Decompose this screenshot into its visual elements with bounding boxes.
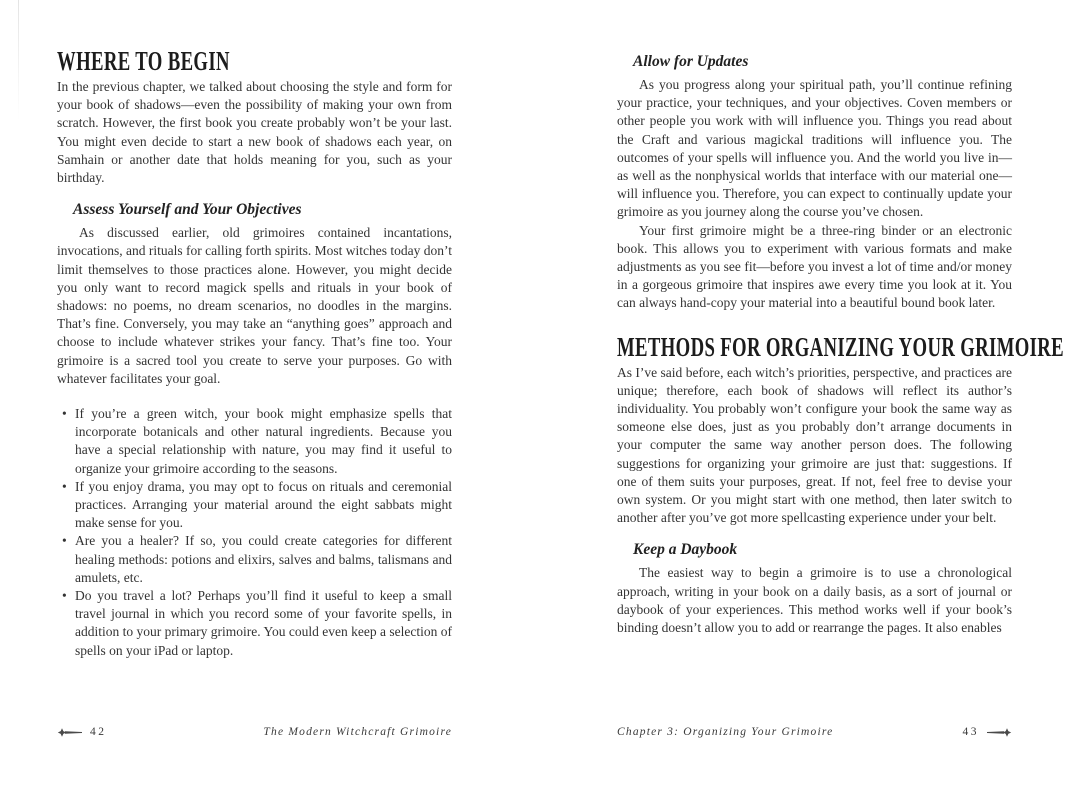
section-heading-methods: METHODS FOR ORGANIZING YOUR GRIMOIRE [617,331,1065,362]
section-heading-wrap [617,331,1065,362]
list-item [62,478,452,533]
paragraph-assess: As discussed earlier, old grimoires contained incantations, invocations, and rituals for calling forth spirits. Most witches today don’t limit themselves to those practices alone. However, you might decide you only want to record magick spells and rituals in your book of shadows: no poems, no dream scenarios, no doodles in the margins. That’s fine. Conversely, you may take an “anything goes” approach and choose to include whatever strikes your fancy. That’s fine too. Your grimoire is a sacred tool you create to serve your purposes. Go with whatever facilitates your goal. [57,225,452,386]
subhead-assess-yourself: Assess Yourself and Your Objectives [73,201,302,219]
fleuron-ornament-icon [57,727,83,738]
section-heading-where-to-begin: WHERE TO BEGIN [57,45,230,77]
paragraph-intro: In the previous chapter, we talked about choosing the style and form for your book of shadows—even the possibility of making your own from scratch. However, the first book you create probably won’t be your last. You might even decide to start a new book of shadows each year, on Samhain or another date that holds meaning for you, such as your birthday. [57,79,452,186]
bullet-icon: • [62,478,67,494]
list-item [62,405,452,478]
right-page-column [617,52,1065,637]
page-number: 43 [962,726,979,738]
page-edge-line [18,0,19,120]
right-page-footer [617,726,1012,738]
bullet-icon: • [62,588,67,604]
running-chapter-title: Chapter 3: Organizing Your Grimoire [617,726,834,738]
fleuron-ornament-icon [986,727,1012,738]
left-page-column [57,45,452,660]
page-number: 42 [90,726,107,738]
list-item-text: Do you travel a lot? Perhaps you’ll find it useful to keep a small travel journal in which you record some of your favorite spells, in addition to your primary grimoire. You could even keep a selection of spells on your iPad or laptop. [75,588,452,658]
running-book-title: The Modern Witchcraft Grimoire [263,726,452,738]
subhead-keep-a-daybook: Keep a Daybook [633,541,738,559]
right-folio-group [963,726,1013,738]
paragraph-methods: As I’ve said before, each witch’s priorities, perspective, and practices are unique; therefore, each book of shadows will reflect its author’s individuality. You probably won’t configure your book the same way as someone else does, just as you probably don’t arrange documents in your computer the same way another person does. The following suggestions for organizing your grimoire are just that: suggestions. If one of them suits your purposes, great. If not, feel free to devise your own system. Or you might start with one method, then later switch to another after you’ve got more spellcasting experience under your belt. [617,364,1012,526]
section-heading-wrap [57,45,452,77]
list-item-text: If you’re a green witch, your book might emphasize spells that incorporate botanicals and other natural ingredients. Because you have a special relationship with nature, you may find it useful to organize your grimoire according to the seasons. [75,406,452,476]
bullet-icon: • [62,533,67,549]
left-page-footer [57,726,452,738]
list-item-text: Are you a healer? If so, you could create categories for different healing methods: potions and elixirs, salves and balms, talismans and amulets, etc. [75,533,452,585]
list-item-text: If you enjoy drama, you may opt to focus on rituals and ceremonial practices. Arranging your material around the eight sabbats might make sense for you. [75,478,452,531]
left-folio-group [57,726,107,738]
subhead-allow-for-updates: Allow for Updates [633,53,749,70]
paragraph-first-grimoire: Your first grimoire might be a three-ring binder or an electronic book. This allows you to experiment with various formats and make adjustments as you see fit—before you invest a lot of time and/or money in a gorgeous grimoire that inspires awe every time you look at it. You can always hand-copy your material into a beautiful bound book later. [617,222,1012,311]
bullet-list [57,405,452,660]
bullet-icon: • [62,406,67,422]
paragraph-daybook: The easiest way to begin a grimoire is to use a chronological approach, writing in your book on a daily basis, as a sort of journal or daybook of your experiences. This method works well if your book’s binding doesn’t allow you to add or rearrange the pages. It also enables [617,565,1012,636]
paragraph-updates: As you progress along your spiritual path, you’ll continue refining your practice, your techniques, and your objectives. Coven members or other people you work with will influence you. Things you read about the Craft and various magickal traditions will influence you. The outcomes of your spells will influence you. And the world you live in—as well as the nonphysical worlds that interface with our material one—will influence you. Therefore, you can expect to continually update your grimoire as you journey along the course you’ve chosen. [617,77,1012,220]
list-item [62,587,452,660]
list-item [62,532,452,587]
